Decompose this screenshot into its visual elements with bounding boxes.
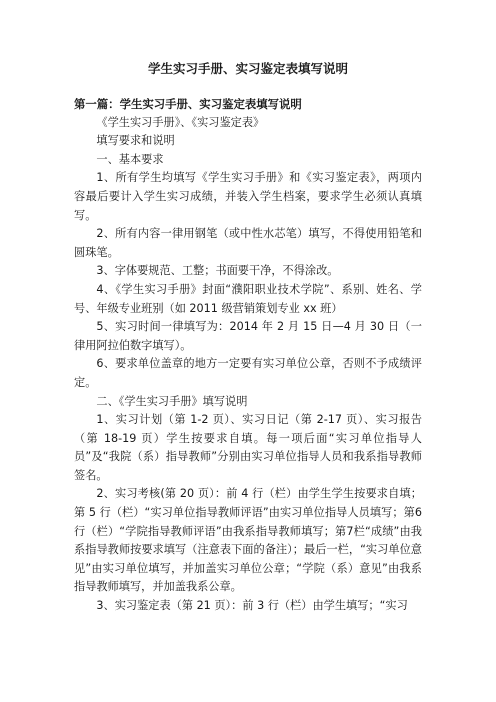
paragraph-rule-2: 2、所有内容一律用钢笔（或中性水芯笔）填写，不得使用铅笔和圆珠笔。	[74, 227, 422, 259]
document-body	[74, 95, 422, 616]
paragraph-manual-3: 3、实习鉴定表（第 21 页）：前 3 行（栏）由学生填写；“实习	[96, 599, 408, 613]
paragraph-manual-2: 2、实习考核(第 20 页）：前 4 行（栏）由学生学生按要求自填；第 5 行（栏）“实习单位指导教师评语”由实习单位指导人员填写；第6行（栏）“学院指导教师评语”由我系指导教师填写；第7栏“成绩”由我系指导教师按要求填写（注意表下面的备注）；最后一栏，“实习单位意见”由实习单位填写，并加盖实习单位公章；“学院（系）意见”由我系指导教师填写，并加盖我系公章。	[74, 487, 422, 594]
paragraph-rule-3: 3、字体要规范、工整；书面要干净，不得涂改。	[96, 264, 339, 278]
paragraph-basic-requirements: 一、基本要求	[96, 152, 164, 166]
paragraph-subtitle: 《学生实习手册》、《实习鉴定表》	[96, 115, 265, 129]
paragraph-rule-5: 5、实习时间一律填写为：2014 年 2 月 15 日—4 月 30 日（一律用阿拉伯数字填写）。	[74, 320, 422, 352]
paragraph-rule-4: 4、《学生实习手册》封面“濮阳职业技术学院”、系别、姓名、学号、年级专业班别（如 2011 级营销策划专业 xx 班）	[74, 282, 422, 315]
section-heading: 第一篇：学生实习手册、实习鉴定表填写说明	[74, 97, 302, 111]
paragraph-rule-1: 1、所有学生均填写《学生实习手册》和《实习鉴定表》，两项内容最后要计入学生实习成绩，并装入学生档案，要求学生必须认真填写。	[74, 171, 422, 222]
paragraph-manual-heading: 二、《学生实习手册》填写说明	[96, 394, 248, 408]
paragraph-rule-6: 6、要求单位盖章的地方一定要有实习单位公章，否则不予成绩评定。	[74, 357, 422, 389]
paragraph-manual-1: 1、实习计划（第 1-2 页）、实习日记（第 2-17 页）、实习报告（第 18-19 页）学生按要求自填。每一项后面“实习单位指导人员”及“我院（系）指导教师”分别由实习单位指导人员和我系指导教师签名。	[74, 413, 422, 482]
paragraph-requirements-heading: 填写要求和说明	[96, 134, 175, 148]
document-title: 学生实习手册、实习鉴定表填写说明	[147, 61, 348, 76]
